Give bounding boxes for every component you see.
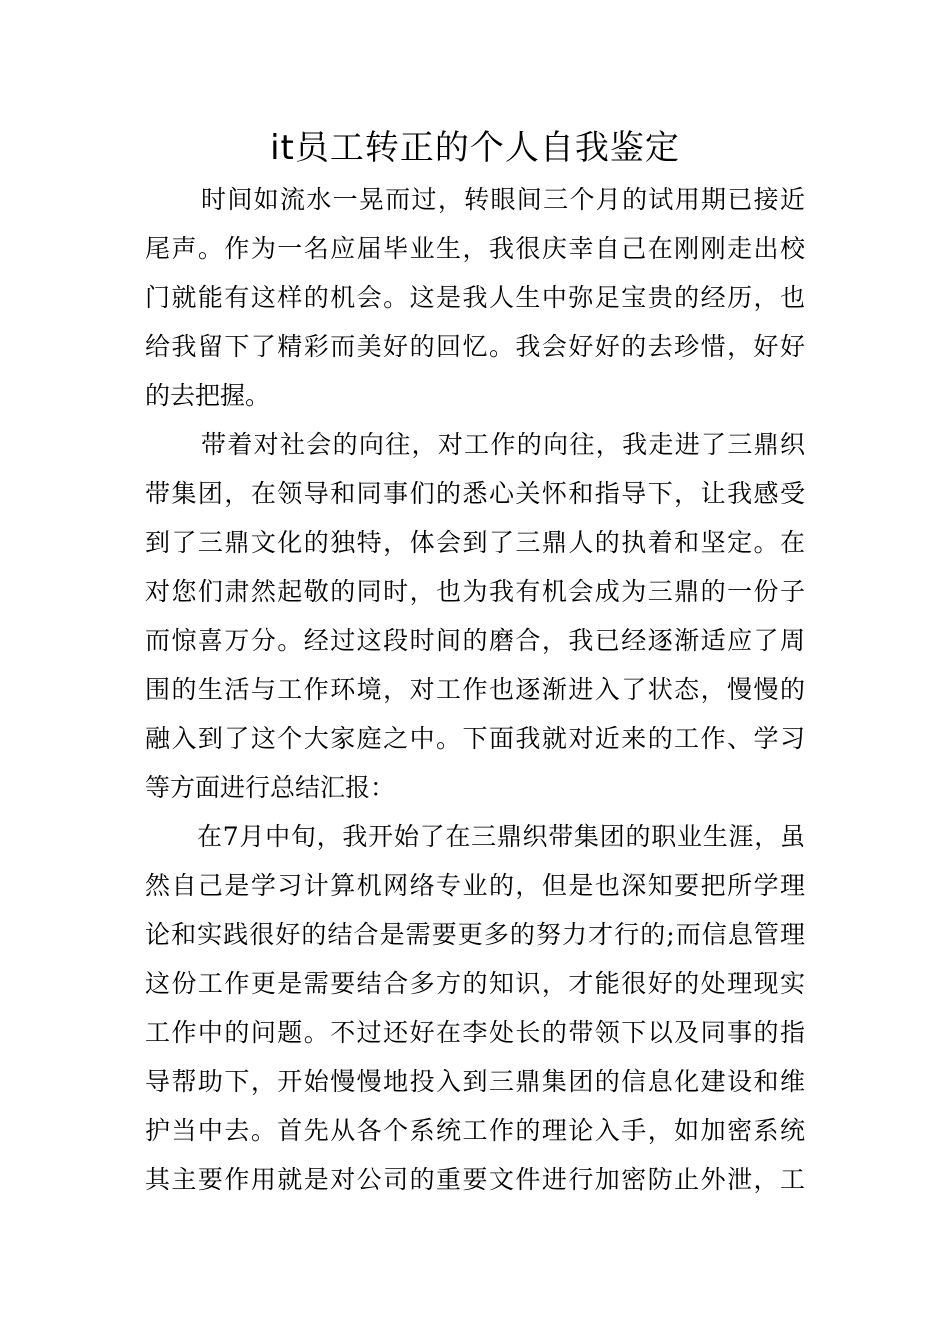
paragraph-line: 而惊喜万分。经过这段时间的磨合，我已经逐渐适应了周	[145, 626, 805, 655]
paragraph-line: 工作中的问题。不过还好在李处长的带领下以及同事的指	[145, 1018, 805, 1047]
paragraph-line: 时间如流水一晃而过，转眼间三个月的试用期已接近	[201, 185, 805, 214]
paragraph-line: 给我留下了精彩而美好的回忆。我会好好的去珍惜，好好	[145, 332, 805, 361]
paragraph-line: 融入到了这个大家庭之中。下面我就对近来的工作、学习	[145, 724, 805, 753]
paragraph-line: 门就能有这样的机会。这是我人生中弥足宝贵的经历，也	[145, 283, 805, 312]
paragraph-line: 然自己是学习计算机网络专业的，但是也深知要把所学理	[145, 871, 805, 900]
paragraph-line: 导帮助下，开始慢慢地投入到三鼎集团的信息化建设和维	[145, 1067, 805, 1096]
document-body	[145, 175, 805, 1204]
paragraph-line: 其主要作用就是对公司的重要文件进行加密防止外泄，工	[145, 1165, 805, 1194]
paragraph-line: 对您们肃然起敬的同时，也为我有机会成为三鼎的一份子	[145, 577, 805, 606]
paragraph-line: 到了三鼎文化的独特，体会到了三鼎人的执着和坚定。在	[145, 528, 805, 557]
paragraph-line: 尾声。作为一名应届毕业生，我很庆幸自己在刚刚走出校	[145, 234, 805, 263]
paragraph-line: 带集团，在领导和同事们的悉心关怀和指导下，让我感受	[145, 479, 805, 508]
paragraph-line: 护当中去。首先从各个系统工作的理论入手，如加密系统	[145, 1116, 805, 1145]
paragraph-line: 在7月中旬，我开始了在三鼎织带集团的职业生涯，虽	[197, 822, 805, 851]
paragraph-line: 带着对社会的向往，对工作的向往，我走进了三鼎织	[201, 430, 805, 459]
paragraph-line: 围的生活与工作环境，对工作也逐渐进入了状态，慢慢的	[145, 675, 805, 704]
paragraph-line: 的去把握。	[145, 381, 271, 410]
paragraph-line: 论和实践很好的结合是需要更多的努力才行的;而信息管理	[145, 920, 805, 949]
document-title: it员工转正的个人自我鉴定	[270, 128, 680, 168]
paragraph-line: 等方面进行总结汇报：	[145, 773, 396, 802]
paragraph-line: 这份工作更是需要结合多方的知识，才能很好的处理现实	[145, 969, 805, 998]
